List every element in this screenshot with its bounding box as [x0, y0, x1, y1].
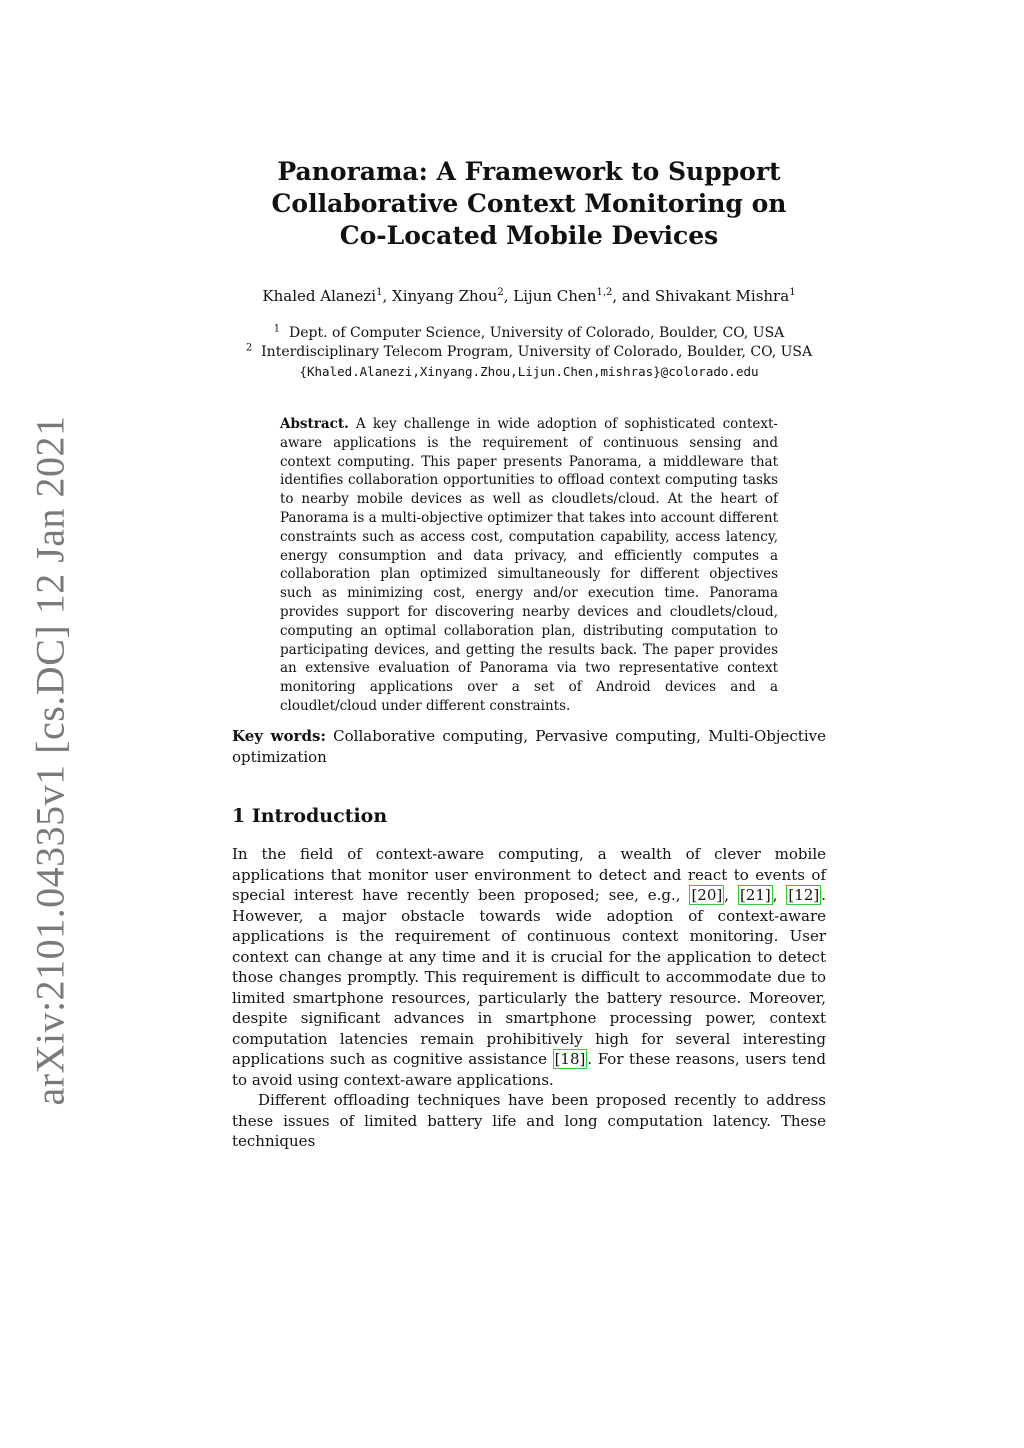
keywords [232, 726, 826, 767]
affiliation-number: 2 [245, 342, 253, 354]
paragraph-text: In the field of context-aware computing, a wealth of clever mobile applications that monitor user environment to detect and react to events of special interest have recently been proposed; see, e.g., [232, 845, 826, 904]
affiliation-line [232, 343, 826, 362]
paragraph-text: . For these reasons, users tend to avoid using context-aware applications. [232, 1050, 826, 1089]
paper-title [232, 156, 826, 252]
section-number: 1 [232, 805, 246, 827]
title-line-2: Collaborative Context Monitoring on [271, 189, 787, 218]
abstract-label: Abstract. [280, 416, 349, 432]
title-line-1: Panorama: A Framework to Support [277, 157, 781, 186]
affiliation-text: Interdisciplinary Telecom Program, University of Colorado, Boulder, CO, USA [261, 344, 813, 360]
section-heading-introduction [232, 804, 387, 828]
abstract-text: A key challenge in wide adoption of sophisticated context-aware applications is the requirement of continuous sensing and context computing. This paper presents Panorama, a middleware that identifies collaboration opportunities to offload context computing tasks to nearby mobile devices as well as cloudlets/cloud. At the heart of Panorama is a multi-objective optimizer that takes into account different constraints such as access cost, computation capability, access latency, energy consumption and data privacy, and efficiently computes a collaboration plan optimized simultaneously for different objectives such as minimizing cost, energy and/or execution time. Panorama provides support for discovering nearby devices and cloudlets/cloud, computing an optimal collaboration plan, distributing computation to participating devices, and getting the results back. The paper provides an extensive evaluation of Panorama via two representative context monitoring applications over a set of Android devices and a cloudlet/cloud under different constraints. [280, 416, 778, 714]
affiliation-number: 1 [273, 323, 281, 335]
keywords-label: Key words: [232, 727, 326, 745]
citation-link[interactable]: [21] [739, 886, 771, 904]
paragraph [232, 844, 826, 1090]
arxiv-identifier-stamp [27, 414, 73, 1106]
author-affiliation-mark: 2 [497, 287, 504, 298]
citation-link[interactable]: [12] [788, 886, 820, 904]
author-name: Shivakant Mishra [654, 287, 790, 305]
author-list [232, 286, 826, 306]
title-line-3: Co-Located Mobile Devices [339, 221, 719, 250]
citation-link[interactable]: [20] [691, 886, 723, 904]
affiliation-text: Dept. of Computer Science, University of Colorado, Boulder, CO, USA [288, 325, 785, 341]
author-affiliation-mark: 1 [789, 287, 796, 298]
affiliation-line [232, 324, 826, 343]
author-affiliation-mark: 1 [376, 287, 383, 298]
paragraph: Different offloading techniques have been proposed recently to address these issues of limited battery life and long computation latency. These techniques [232, 1091, 826, 1150]
citation-separator: , [772, 886, 787, 904]
author-name: Lijun Chen [513, 287, 597, 305]
author-emails: {Khaled.Alanezi,Xinyang.Zhou,Lijun.Chen,mishras}@colorado.edu [299, 364, 759, 379]
section-title: Introduction [251, 805, 388, 827]
citation-link[interactable]: [18] [554, 1050, 586, 1068]
introduction-body [232, 844, 826, 1152]
author-name: Xinyang Zhou [392, 287, 498, 305]
author-affiliation-mark: 1,2 [596, 287, 613, 298]
author-separator: , [503, 287, 514, 305]
abstract [280, 415, 778, 716]
arxiv-identifier-text: arXiv:2101.04335v1 [cs.DC] 12 Jan 2021 [27, 414, 73, 1106]
author-separator: , and [612, 287, 655, 305]
affiliation-block [232, 324, 826, 381]
keywords-text: Collaborative computing, Pervasive computing, Multi-Objective optimization [232, 727, 826, 766]
citation-separator: , [724, 886, 738, 904]
author-separator: , [382, 287, 393, 305]
paragraph-text: . However, a major obstacle towards wide adoption of context-aware applications is the requirement of continuous context monitoring. User context can change at any time and it is crucial for the application to detect those changes promptly. This requirement is difficult to accommodate due to limited smartphone resources, particularly the battery resource. Moreover, despite significant advances in smartphone processing power, context computation latencies remain prohibitively high for several interesting applications such as cognitive assistance [232, 886, 826, 1068]
author-name: Khaled Alanezi [262, 287, 377, 305]
